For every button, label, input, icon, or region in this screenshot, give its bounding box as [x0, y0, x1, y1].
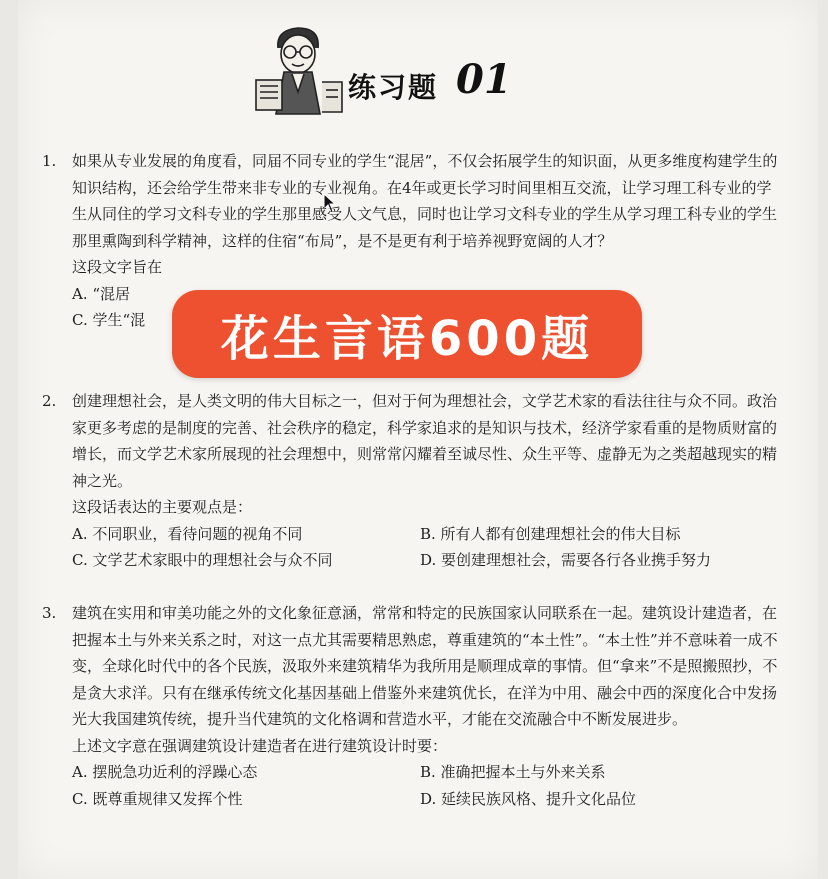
question-3	[42, 600, 782, 812]
watermark-banner	[172, 290, 642, 378]
option-b[interactable]: B. 准确把握本土与外来关系	[420, 763, 606, 781]
option-list	[72, 521, 782, 574]
question-number: 2.	[42, 392, 57, 410]
question-prompt: 这段话表达的主要观点是：	[72, 498, 253, 516]
option-c[interactable]: C. 既尊重规律又发挥个性	[72, 789, 243, 808]
option-b[interactable]: B. 所有人都有创建理想社会的伟大目标	[420, 524, 681, 543]
question-prompt: 这段文字旨在	[72, 258, 163, 276]
page-title: 练习题	[348, 71, 439, 104]
question-body: 创建理想社会，是人类文明的伟大目标之一，但对于何为理想社会，文学艺术家的看法往往与众不同。政治家更多考虑的是制度的完善、社会秩序的稳定，科学家追求的是知识与技术，经济学家看重的是物质财富的增长，而文学艺术家所展现的社会理想中，则常常闪耀着至诚尽性、众生平等、虚静无为之类超越现实的精神之光。	[72, 392, 778, 490]
cartoon-teacher-icon	[248, 22, 348, 122]
question-number: 3.	[42, 604, 57, 622]
option-a[interactable]: A. 不同职业，看待问题的视角不同	[72, 524, 303, 543]
exercise-number: 01	[456, 56, 512, 103]
option-c[interactable]: C. 学生“混	[72, 311, 146, 329]
option-list	[72, 759, 782, 812]
question-2	[42, 388, 782, 574]
option-a[interactable]: A. “混居	[72, 284, 131, 303]
watermark-text: 花生言语600题	[220, 310, 594, 367]
option-d[interactable]: D. 要创建理想社会，需要各行各业携手努力	[420, 551, 712, 569]
option-d[interactable]: D. 延续民族风格、提升文化品位	[420, 789, 637, 808]
question-body: 建筑在实用和审美功能之外的文化象征意涵，常常和特定的民族国家认同联系在一起。建筑设计建造者，在把握本土与外来关系之时，对这一点尤其需要精思熟虑，尊重建筑的“本土性”。“本土性”并不意味着一成不变，全球化时代中的各个民族，汲取外来建筑精华为我所用是顺理成章的事情。但“拿来”不是照搬照抄，不是贪大求洋。只有在继承传统文化基因基础上借鉴外来建筑优长，在洋为中用、融会中西的深度化合中发扬光大我国建筑传统，提升当代建筑的文化格调和营造水平，才能在交流融合中不断发展进步。	[72, 604, 778, 728]
option-a[interactable]: A. 摆脱急功近利的浮躁心态	[72, 763, 258, 781]
question-prompt: 上述文字意在强调建筑设计建造者在进行建筑设计时要：	[72, 736, 448, 755]
question-number: 1.	[42, 152, 57, 170]
page-header	[248, 22, 548, 122]
question-body: 如果从专业发展的角度看，同届不同专业的学生“混居”，不仅会拓展学生的知识面，从更多维度构建学生的知识结构，还会给学生带来非专业的专业视角。在4年或更长学习时间里相互交流，让学习理工科专业的学生从同住的学习文科专业的学生那里感受人文气息，同时也让学习文科专业的学生从学习理工科专业的学生那里熏陶到科学精神，这样的住宿“布局”，是不是更有利于培养视野宽阔的人才？	[72, 152, 778, 250]
option-c[interactable]: C. 文学艺术家眼中的理想社会与众不同	[72, 551, 333, 569]
